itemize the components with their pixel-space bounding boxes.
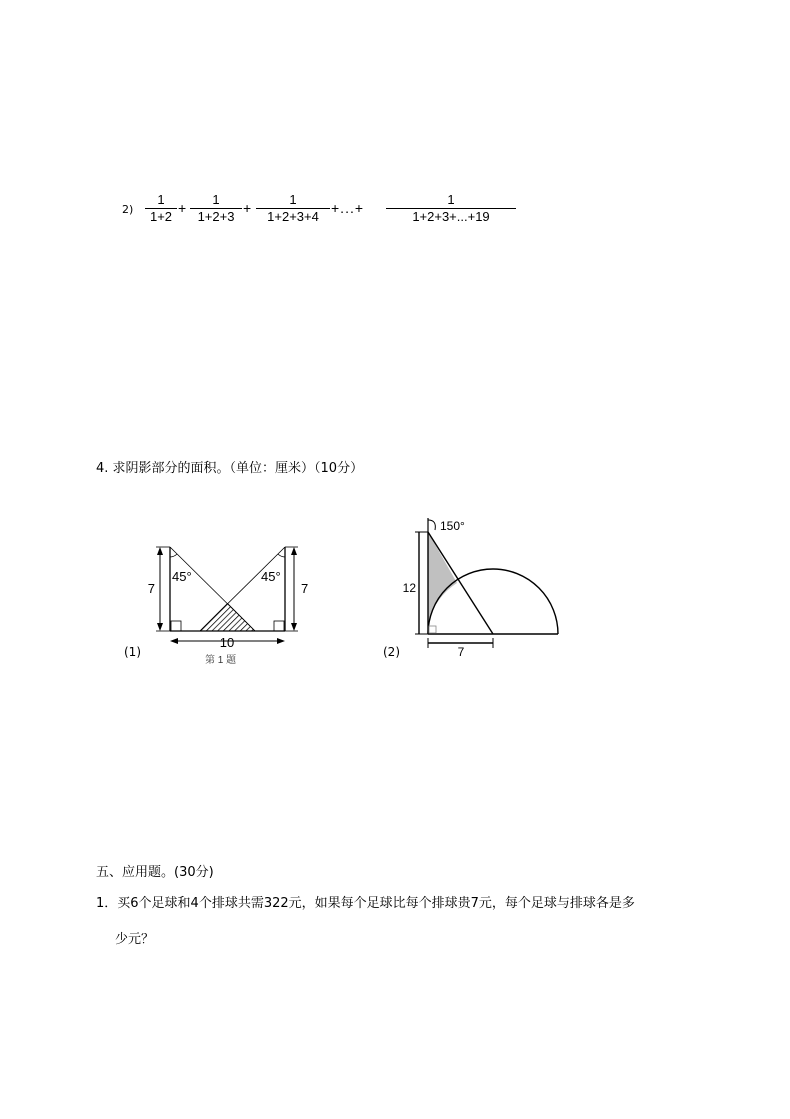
plus-sign: + — [243, 200, 252, 216]
figure-1-label: (1) — [124, 645, 141, 659]
section-5-heading: 五、应用题。(30分) — [96, 865, 214, 880]
figure-2 — [395, 510, 575, 660]
numerator: 1 — [212, 192, 220, 207]
question-1-line-1: 1．买6个足球和4个排球共需322元，如果每个足球比每个排球贵7元，每个足球与排球各是多 — [96, 896, 635, 911]
svg-text:第 1 题: 第 1 题 — [205, 655, 237, 665]
denominator: 1+2+3 — [197, 209, 235, 224]
ellipsis-plus: +...+ — [331, 200, 365, 216]
fraction-3 — [256, 192, 330, 225]
numerator: 1 — [447, 192, 455, 207]
fraction-1 — [145, 192, 177, 225]
problem-4-heading: 4. 求阴影部分的面积。（单位：厘米）（10分） — [96, 461, 364, 476]
denominator: 1+2+3+...+19 — [412, 209, 490, 224]
figure-2-label: (2) — [383, 645, 400, 659]
shaded-triangle — [200, 604, 255, 632]
right-height-label: 7 — [301, 581, 309, 596]
fraction-2 — [190, 192, 242, 225]
numerator: 1 — [157, 192, 165, 207]
denominator: 1+2+3+4 — [267, 209, 319, 224]
sub-problem-label: 2) — [122, 203, 134, 216]
question-1-line-2: 少元？ — [115, 932, 155, 947]
denominator: 1+2 — [149, 209, 173, 224]
angle-left-label: 45° — [172, 569, 192, 584]
numerator: 1 — [289, 192, 297, 207]
angle-right-label: 45° — [261, 569, 281, 584]
fraction-4 — [386, 192, 516, 225]
angle-label: 150° — [440, 519, 465, 533]
base-label: 7 — [457, 645, 465, 659]
left-height-label: 7 — [147, 581, 155, 596]
plus-sign: + — [178, 200, 187, 216]
height-label: 12 — [402, 581, 416, 595]
base-label: 10 — [219, 635, 235, 650]
figure-1 — [115, 535, 315, 665]
